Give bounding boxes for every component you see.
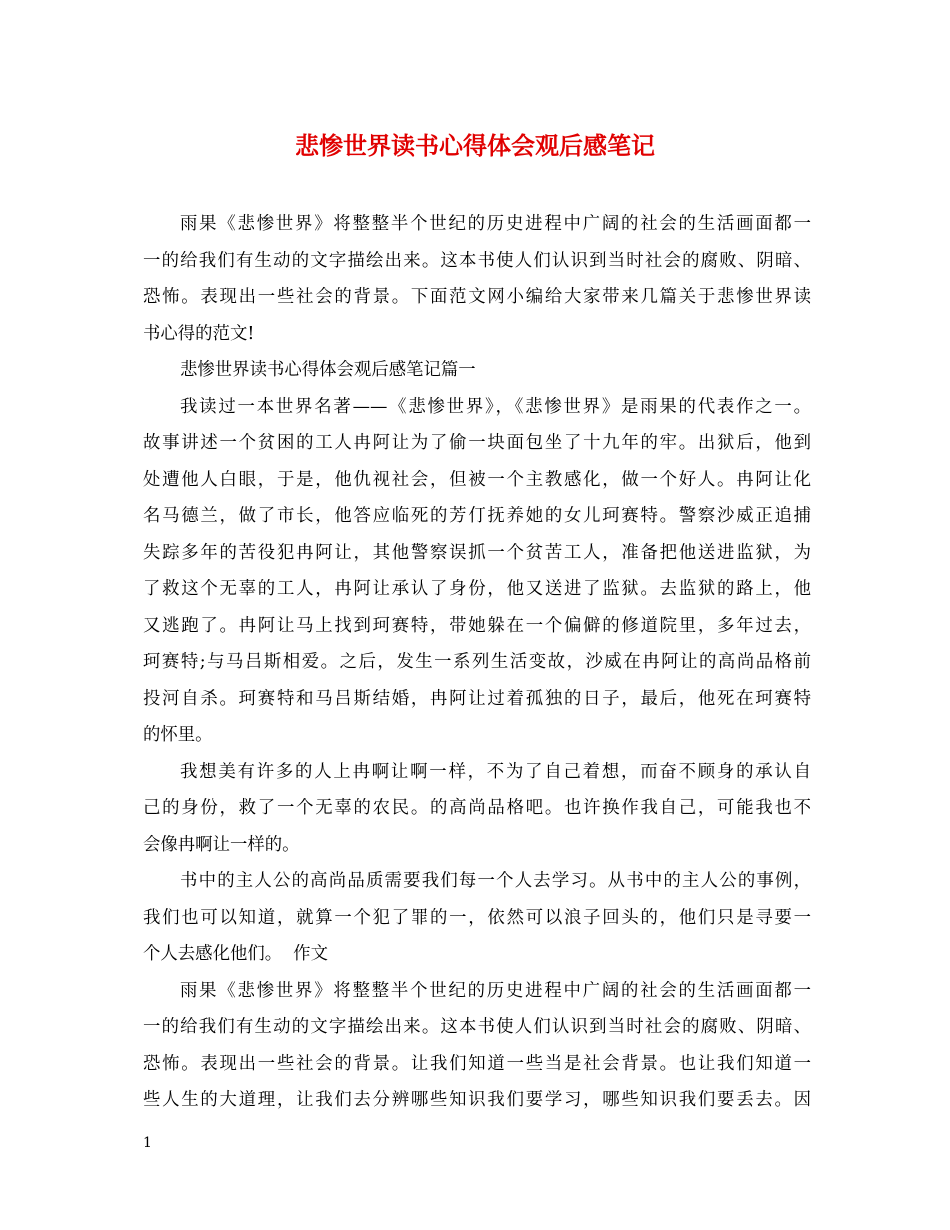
- paragraph-line: 一的给我们有生动的文字描绘出来。这本书使人们认识到当时社会的腐败、阴暗、: [143, 250, 811, 271]
- paragraph-line: 一的给我们有生动的文字描绘出来。这本书使人们认识到当时社会的腐败、阴暗、: [143, 1017, 811, 1037]
- paragraph-line: 我读过一本世界名著——《悲惨世界》，《悲惨世界》是雨果的代表作之一。: [180, 396, 811, 417]
- paragraph-line: 又逃跑了。冉阿让马上找到珂赛特，带她躲在一个偏僻的修道院里，多年过去，: [143, 615, 811, 636]
- paragraph-line: 了救这个无辜的工人，冉阿让承认了身份，他又送进了监狱。去监狱的路上，他: [143, 579, 811, 599]
- paragraph-line: 个人去感化他们。 作文: [143, 944, 328, 964]
- paragraph-line: 名马德兰，做了市长，他答应临死的芳仃抚养她的女儿珂赛特。警察沙威正追捕: [143, 506, 811, 526]
- paragraph-line: 书心得的范文!: [143, 323, 255, 344]
- paragraph-line: 我想美有许多的人上冉啊让啊一样，不为了自己着想，而奋不顾身的承认自: [180, 761, 811, 782]
- paragraph-line: 珂赛特;与马吕斯相爱。之后，发生一系列生活变故，沙威在冉阿让的高尚品格前: [143, 652, 811, 672]
- paragraph-line: 失踪多年的苦役犯冉阿让，其他警察误抓一个贫苦工人，准备把他送进监狱，为: [143, 542, 811, 563]
- paragraph-line: 恐怖。表现出一些社会的背景。让我们知道一些当是社会背景。也让我们知道一: [143, 1053, 811, 1074]
- paragraph-line: 会像冉啊让一样的。: [143, 834, 300, 855]
- document-title: 悲惨世界读书心得体会观后感笔记: [295, 131, 655, 160]
- paragraph-line: 的怀里。: [143, 725, 213, 745]
- paragraph-line: 故事讲述一个贫困的工人冉阿让为了偷一块面包坐了十九年的牢。出狱后，他到: [143, 433, 811, 453]
- paragraph-line: 书中的主人公的高尚品质需要我们每一个人去学习。从书中的主人公的事例，: [180, 871, 811, 891]
- paragraph-line: 恐怖。表现出一些社会的背景。下面范文网小编给大家带来几篇关于悲惨世界读: [143, 287, 811, 307]
- paragraph-line: 些人生的大道理，让我们去分辨哪些知识我们要学习，哪些知识我们要丢去。因: [143, 1090, 811, 1110]
- paragraph-line: 投河自杀。珂赛特和马吕斯结婚，冉阿让过着孤独的日子，最后，他死在珂赛特: [143, 688, 811, 709]
- paragraph-line: 我们也可以知道，就算一个犯了罪的一，依然可以浪子回头的，他们只是寻要一: [143, 907, 811, 928]
- document-body: [143, 206, 811, 1119]
- paragraph-line: 己的身份，救了一个无辜的农民。的高尚品格吧。也许换作我自己，可能我也不: [143, 798, 811, 818]
- paragraph-line: 雨果《悲惨世界》将整整半个世纪的历史进程中广阔的社会的生活画面都一: [180, 980, 811, 1001]
- section-heading: 悲惨世界读书心得体会观后感笔记篇一: [180, 360, 476, 380]
- paragraph-line: 处遭他人白眼，于是，他仇视社会，但被一个主教感化，做一个好人。冉阿让化: [143, 469, 811, 490]
- page-number: 1: [143, 1135, 152, 1151]
- paragraph-line: 雨果《悲惨世界》将整整半个世纪的历史进程中广阔的社会的生活画面都一: [180, 214, 811, 234]
